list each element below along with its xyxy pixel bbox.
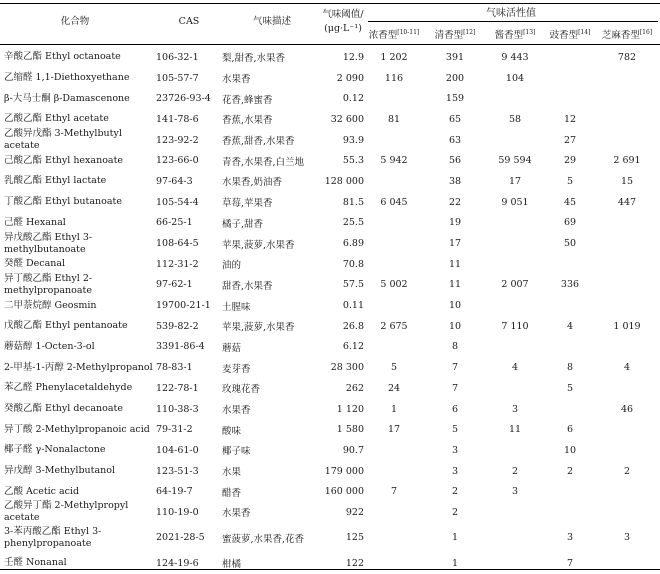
odor-threshold: 12.9: [342, 51, 364, 63]
oav-value: 58: [508, 113, 522, 125]
oav-value: [544, 254, 596, 275]
oav-value: 2: [623, 465, 631, 477]
oav-value: 2 007: [501, 279, 529, 291]
cas-number: 66-25-1: [156, 217, 193, 229]
odor-threshold: 28 300: [330, 362, 364, 374]
cas-number: 123-51-3: [156, 465, 199, 477]
oav-value: 2: [511, 465, 519, 477]
oav-value: [486, 378, 544, 399]
oav-value: [486, 337, 544, 358]
compound-name: 蘑菇醇 1-Octen-3-ol: [4, 340, 95, 352]
oav-value: 19: [448, 217, 462, 229]
odor-description: 水果香,奶油香: [222, 177, 283, 189]
oav-value: 447: [617, 196, 637, 208]
compound-name: 二甲萘烷醇 Geosmin: [4, 299, 97, 311]
odor-threshold: 125: [345, 532, 364, 544]
oav-value: 5: [451, 424, 459, 436]
oav-value: [364, 233, 424, 254]
header-rule: [0, 44, 660, 45]
cas-number: 78-83-1: [156, 362, 193, 374]
compound-name: 癸酸乙酯 Ethyl decanoate: [4, 403, 123, 415]
oav-value: 5: [390, 362, 398, 374]
oav-value: [364, 213, 424, 234]
compound-name: 癸醛 Decanal: [4, 258, 66, 270]
table-row: [0, 254, 660, 275]
compound-name: 辛酸乙酯 Ethyl octanoate: [4, 51, 121, 63]
oav-value: [364, 254, 424, 275]
table-row: [0, 378, 660, 399]
cas-number: 123-66-0: [156, 155, 199, 167]
odor-threshold: 0.12: [342, 93, 364, 105]
table-row: [0, 130, 660, 151]
cas-number: 104-61-0: [156, 444, 199, 456]
odor-description: 蜜菠萝,水果香,花香: [222, 533, 305, 545]
cas-number: 110-19-0: [156, 506, 199, 518]
odor-description: 水果香: [222, 74, 251, 86]
oav-value: [364, 171, 424, 192]
oav-value: [596, 440, 658, 461]
oav-value: 116: [384, 72, 404, 84]
table-row: [0, 213, 660, 234]
compound-name: 戊酸乙酯 Ethyl pentanoate: [4, 320, 128, 332]
oav-value: [544, 502, 596, 523]
table-row: [0, 523, 660, 553]
odor-description: 甜香,水果香: [222, 280, 273, 292]
odor-threshold: 32 600: [330, 113, 364, 125]
oav-value: [544, 47, 596, 68]
oav-value: 3: [451, 444, 459, 456]
table-row: [0, 461, 660, 482]
oav-value: [596, 378, 658, 399]
oav-value: 9 443: [501, 51, 529, 63]
cas-number: 19700-21-1: [156, 300, 211, 312]
oav-value: [596, 213, 658, 234]
oav-value: 2 675: [380, 320, 408, 332]
table-row: [0, 502, 660, 523]
bottom-rule: [0, 569, 660, 570]
oav-value: 50: [563, 238, 577, 250]
oav-value: 11: [448, 279, 462, 291]
oav-value: 8: [566, 362, 574, 374]
header-type-strong: 浓香型[10-11]: [368, 29, 420, 42]
table-row: [0, 357, 660, 378]
compound-name: 乙酸 Acetic acid: [4, 485, 80, 497]
odor-description: 水果香: [222, 405, 251, 417]
oav-value: [364, 461, 424, 482]
oav-value: 3: [566, 532, 574, 544]
odor-threshold: 262: [345, 382, 364, 394]
odor-threshold: 93.9: [342, 134, 364, 146]
cas-number: 141-78-6: [156, 113, 199, 125]
oav-value: 81: [387, 113, 401, 125]
compound-name: 乙缩醛 1,1-Diethoxyethane: [4, 72, 130, 84]
odor-threshold: 6.12: [342, 341, 364, 353]
odor-threshold: 57.5: [342, 279, 364, 291]
odor-threshold: 55.3: [342, 155, 364, 167]
odor-threshold: 1 580: [336, 424, 364, 436]
cas-number: 3391-86-4: [156, 341, 205, 353]
oav-value: 2: [451, 486, 459, 498]
oav-value: [596, 553, 658, 574]
cas-number: 64-19-7: [156, 486, 193, 498]
compound-name: 乙酸异丁酯 2-Methylpropyl acetate: [4, 500, 129, 524]
table-row: [0, 553, 660, 574]
oav-value: 38: [448, 175, 462, 187]
oav-value: [596, 109, 658, 130]
odor-description: 麦芽香: [222, 363, 251, 375]
oav-value: 27: [563, 134, 577, 146]
oav-value: 4: [511, 362, 519, 374]
oav-value: [596, 502, 658, 523]
oav-value: [596, 233, 658, 254]
odor-description: 酸味: [222, 425, 242, 437]
odor-threshold: 81.5: [342, 196, 364, 208]
header-oav-group: 气味活性值: [486, 8, 536, 19]
cas-number: 105-57-7: [156, 72, 199, 84]
odor-description: 蘑菇: [222, 342, 242, 354]
compound-name: 3-苯丙酸乙酯 Ethyl 3-phenylpropanoate: [4, 525, 102, 549]
oav-value: 336: [560, 279, 580, 291]
header-odor: 气味描述: [252, 16, 291, 27]
oav-value: 11: [508, 424, 522, 436]
oav-value: 1: [451, 557, 459, 569]
table-row: [0, 192, 660, 213]
oav-value: 3: [451, 465, 459, 477]
group-rule: [368, 21, 658, 22]
table-row: [0, 233, 660, 254]
odor-description: 苹果,菠萝,水果香: [222, 239, 295, 251]
odor-description: 香蕉,甜香,水果香: [222, 136, 295, 148]
oav-value: [486, 130, 544, 151]
oav-value: [486, 440, 544, 461]
table-body: [0, 47, 660, 574]
oav-value: 15: [620, 175, 634, 187]
header-type-light: 清香型[12]: [434, 29, 476, 42]
oav-value: 200: [445, 72, 465, 84]
odor-description: 梨,甜香,水果香: [222, 53, 286, 65]
oav-value: 59 594: [498, 155, 532, 167]
oav-value: [544, 399, 596, 420]
oav-value: 24: [387, 382, 401, 394]
table-row: [0, 171, 660, 192]
oav-value: [596, 254, 658, 275]
oav-value: 391: [445, 51, 465, 63]
table-row: [0, 316, 660, 337]
cas-number: 105-54-4: [156, 196, 199, 208]
oav-value: [486, 213, 544, 234]
oav-value: 29: [563, 155, 577, 167]
header-type-sesame: 芝麻香型[16]: [601, 29, 653, 42]
odor-description: 水果: [222, 467, 242, 479]
oav-value: [596, 88, 658, 109]
oav-value: [596, 275, 658, 296]
compound-name: 乳酸乙酯 Ethyl lactate: [4, 175, 107, 187]
oav-value: 8: [451, 341, 459, 353]
oav-value: [364, 553, 424, 574]
odor-threshold: 26.8: [342, 320, 364, 332]
table-row: [0, 440, 660, 461]
oav-value: 159: [445, 93, 465, 105]
top-rule: [0, 3, 660, 4]
compound-name: 异戊醇 3-Methylbutanol: [4, 465, 116, 477]
oav-value: [364, 440, 424, 461]
compound-name: 异丁酸 2-Methylpropanoic acid: [4, 423, 150, 435]
oav-value: [544, 68, 596, 89]
odor-description: 油的: [222, 260, 242, 272]
header-threshold-line1: 气味阈值/: [322, 9, 364, 20]
compound-name: 椰子醛 γ-Nonalactone: [4, 444, 106, 456]
table-row: [0, 109, 660, 130]
oav-value: 65: [448, 113, 462, 125]
table-row: [0, 419, 660, 440]
compound-name: 己醛 Hexanal: [4, 216, 66, 228]
compound-name: 丁酸乙酯 Ethyl butanoate: [4, 196, 122, 208]
odor-description: 土腥味: [222, 301, 251, 313]
odor-threshold: 6.89: [342, 238, 364, 250]
oav-value: 1 019: [613, 320, 641, 332]
odor-description: 橘子,甜香: [222, 218, 264, 230]
oav-value: 5: [566, 382, 574, 394]
odor-threshold: 160 000: [324, 486, 364, 498]
odor-threshold: 90.7: [342, 444, 364, 456]
oav-value: [596, 68, 658, 89]
cas-number: 112-31-2: [156, 258, 199, 270]
oav-value: [486, 502, 544, 523]
oav-value: 12: [563, 113, 577, 125]
odor-description: 柑橘: [222, 559, 242, 571]
oav-value: 10: [563, 444, 577, 456]
oav-value: 10: [448, 320, 462, 332]
oav-value: 782: [617, 51, 637, 63]
compound-name: 苯乙醛 Phenylacetaldehyde: [4, 382, 133, 394]
oav-value: 17: [387, 424, 401, 436]
header-type-sauce: 酱香型[13]: [494, 29, 536, 42]
oav-value: [544, 481, 596, 502]
table-row: [0, 399, 660, 420]
odor-description: 花香,蜂蜜香: [222, 94, 273, 106]
oav-value: 7: [566, 557, 574, 569]
header-cas: CAS: [178, 16, 200, 27]
oav-value: 3: [623, 532, 631, 544]
cas-number: 110-38-3: [156, 403, 199, 415]
cas-number: 539-82-2: [156, 320, 199, 332]
oav-value: 3: [511, 486, 519, 498]
oav-value: 7 110: [501, 320, 529, 332]
oav-value: [364, 337, 424, 358]
cas-number: 123-92-2: [156, 134, 199, 146]
oav-value: [596, 130, 658, 151]
oav-value: 4: [623, 362, 631, 374]
odor-description: 香蕉,水果香: [222, 115, 273, 127]
oav-value: [596, 481, 658, 502]
oav-value: [486, 523, 544, 553]
oav-value: 2 691: [613, 155, 641, 167]
oav-value: [364, 130, 424, 151]
oav-value: [364, 523, 424, 553]
odor-description: 椰子味: [222, 446, 251, 458]
cas-number: 124-19-6: [156, 557, 199, 569]
oav-value: [544, 295, 596, 316]
oav-value: 4: [566, 320, 574, 332]
odor-threshold: 2 090: [336, 72, 364, 84]
oav-value: 69: [563, 217, 577, 229]
oav-value: 7: [451, 362, 459, 374]
oav-value: 46: [620, 403, 634, 415]
oav-value: [364, 502, 424, 523]
oav-value: [544, 337, 596, 358]
odor-threshold: 122: [345, 557, 364, 569]
odor-description: 醋香: [222, 487, 242, 499]
oav-value: [596, 295, 658, 316]
cas-number: 106-32-1: [156, 51, 199, 63]
odor-threshold: 0.11: [342, 300, 364, 312]
oav-value: 2: [451, 506, 459, 518]
odor-description: 水果香: [222, 508, 251, 520]
odor-description: 苹果,菠萝,水果香: [222, 322, 295, 334]
table-row: [0, 337, 660, 358]
oav-value: 17: [508, 175, 522, 187]
odor-threshold: 128 000: [324, 175, 364, 187]
compound-name: 异丁酸乙酯 Ethyl 2-methylpropanoate: [4, 272, 93, 296]
odor-description: 青香,水果香,白兰地: [222, 156, 305, 168]
oav-value: 56: [448, 155, 462, 167]
table-row: [0, 272, 660, 296]
odor-threshold: 25.5: [342, 217, 364, 229]
odor-threshold: 70.8: [342, 258, 364, 270]
table-row: [0, 47, 660, 68]
oav-value: [364, 295, 424, 316]
oav-value: 11: [448, 258, 462, 270]
odor-threshold: 179 000: [324, 465, 364, 477]
oav-value: 10: [448, 300, 462, 312]
header-compound: 化合物: [60, 16, 90, 27]
oav-value: [486, 254, 544, 275]
oav-value: [486, 233, 544, 254]
cas-number: 79-31-2: [156, 424, 193, 436]
oav-value: 2: [566, 465, 574, 477]
cas-number: 23726-93-4: [156, 93, 211, 105]
oav-value: 22: [448, 196, 462, 208]
oav-value: 9 051: [501, 196, 529, 208]
compound-name: 壬醛 Nonanal: [4, 557, 67, 569]
header-type-chi: 豉香型[14]: [549, 29, 591, 42]
oav-value: [596, 337, 658, 358]
oav-value: 6 045: [380, 196, 408, 208]
oav-value: 5: [566, 175, 574, 187]
odor-threshold: 922: [345, 506, 364, 518]
oav-value: 1 202: [380, 51, 408, 63]
cas-number: 108-64-5: [156, 238, 199, 250]
oav-value: 6: [451, 403, 459, 415]
table-row: [0, 68, 660, 89]
oav-value: 1: [390, 403, 398, 415]
oav-value: 63: [448, 134, 462, 146]
compound-name: 2-甲基-1-丙醇 2-Methylpropanol: [4, 361, 153, 373]
compound-name: β-大马士酮 β-Damascenone: [4, 92, 130, 104]
odor-description: 玫瑰花香: [222, 384, 261, 396]
oav-value: [544, 88, 596, 109]
oav-value: [596, 419, 658, 440]
compound-name: 乙酸乙酯 Ethyl acetate: [4, 113, 109, 125]
header-threshold-line2: (μg·L⁻¹): [324, 23, 362, 34]
oav-value: [364, 88, 424, 109]
oav-value: 6: [566, 424, 574, 436]
oav-value: [486, 553, 544, 574]
table-row: [0, 88, 660, 109]
oav-value: 5 002: [380, 279, 408, 291]
compound-name: 异戊酸乙酯 Ethyl 3-methylbutanoate: [4, 231, 93, 255]
oav-value: 104: [505, 72, 525, 84]
odor-threshold: 1 120: [336, 403, 364, 415]
cas-number: 2021-28-5: [156, 532, 205, 544]
cas-number: 122-78-1: [156, 382, 199, 394]
table-row: [0, 150, 660, 171]
compound-name: 己酸乙酯 Ethyl hexanoate: [4, 154, 124, 166]
oav-value: 3: [511, 403, 519, 415]
oav-value: 5 942: [380, 155, 408, 167]
oav-value: [486, 295, 544, 316]
oav-value: 17: [448, 238, 462, 250]
oav-value: 7: [390, 486, 398, 498]
oav-value: [486, 88, 544, 109]
compound-name: 乙酸异戊酯 3-Methylbutyl acetate: [4, 128, 122, 152]
table-row: [0, 295, 660, 316]
odor-description: 草莓,苹果香: [222, 198, 273, 210]
cas-number: 97-62-1: [156, 279, 193, 291]
oav-value: 45: [563, 196, 577, 208]
cas-number: 97-64-3: [156, 175, 193, 187]
oav-value: 1: [451, 532, 459, 544]
oav-value: 7: [451, 382, 459, 394]
